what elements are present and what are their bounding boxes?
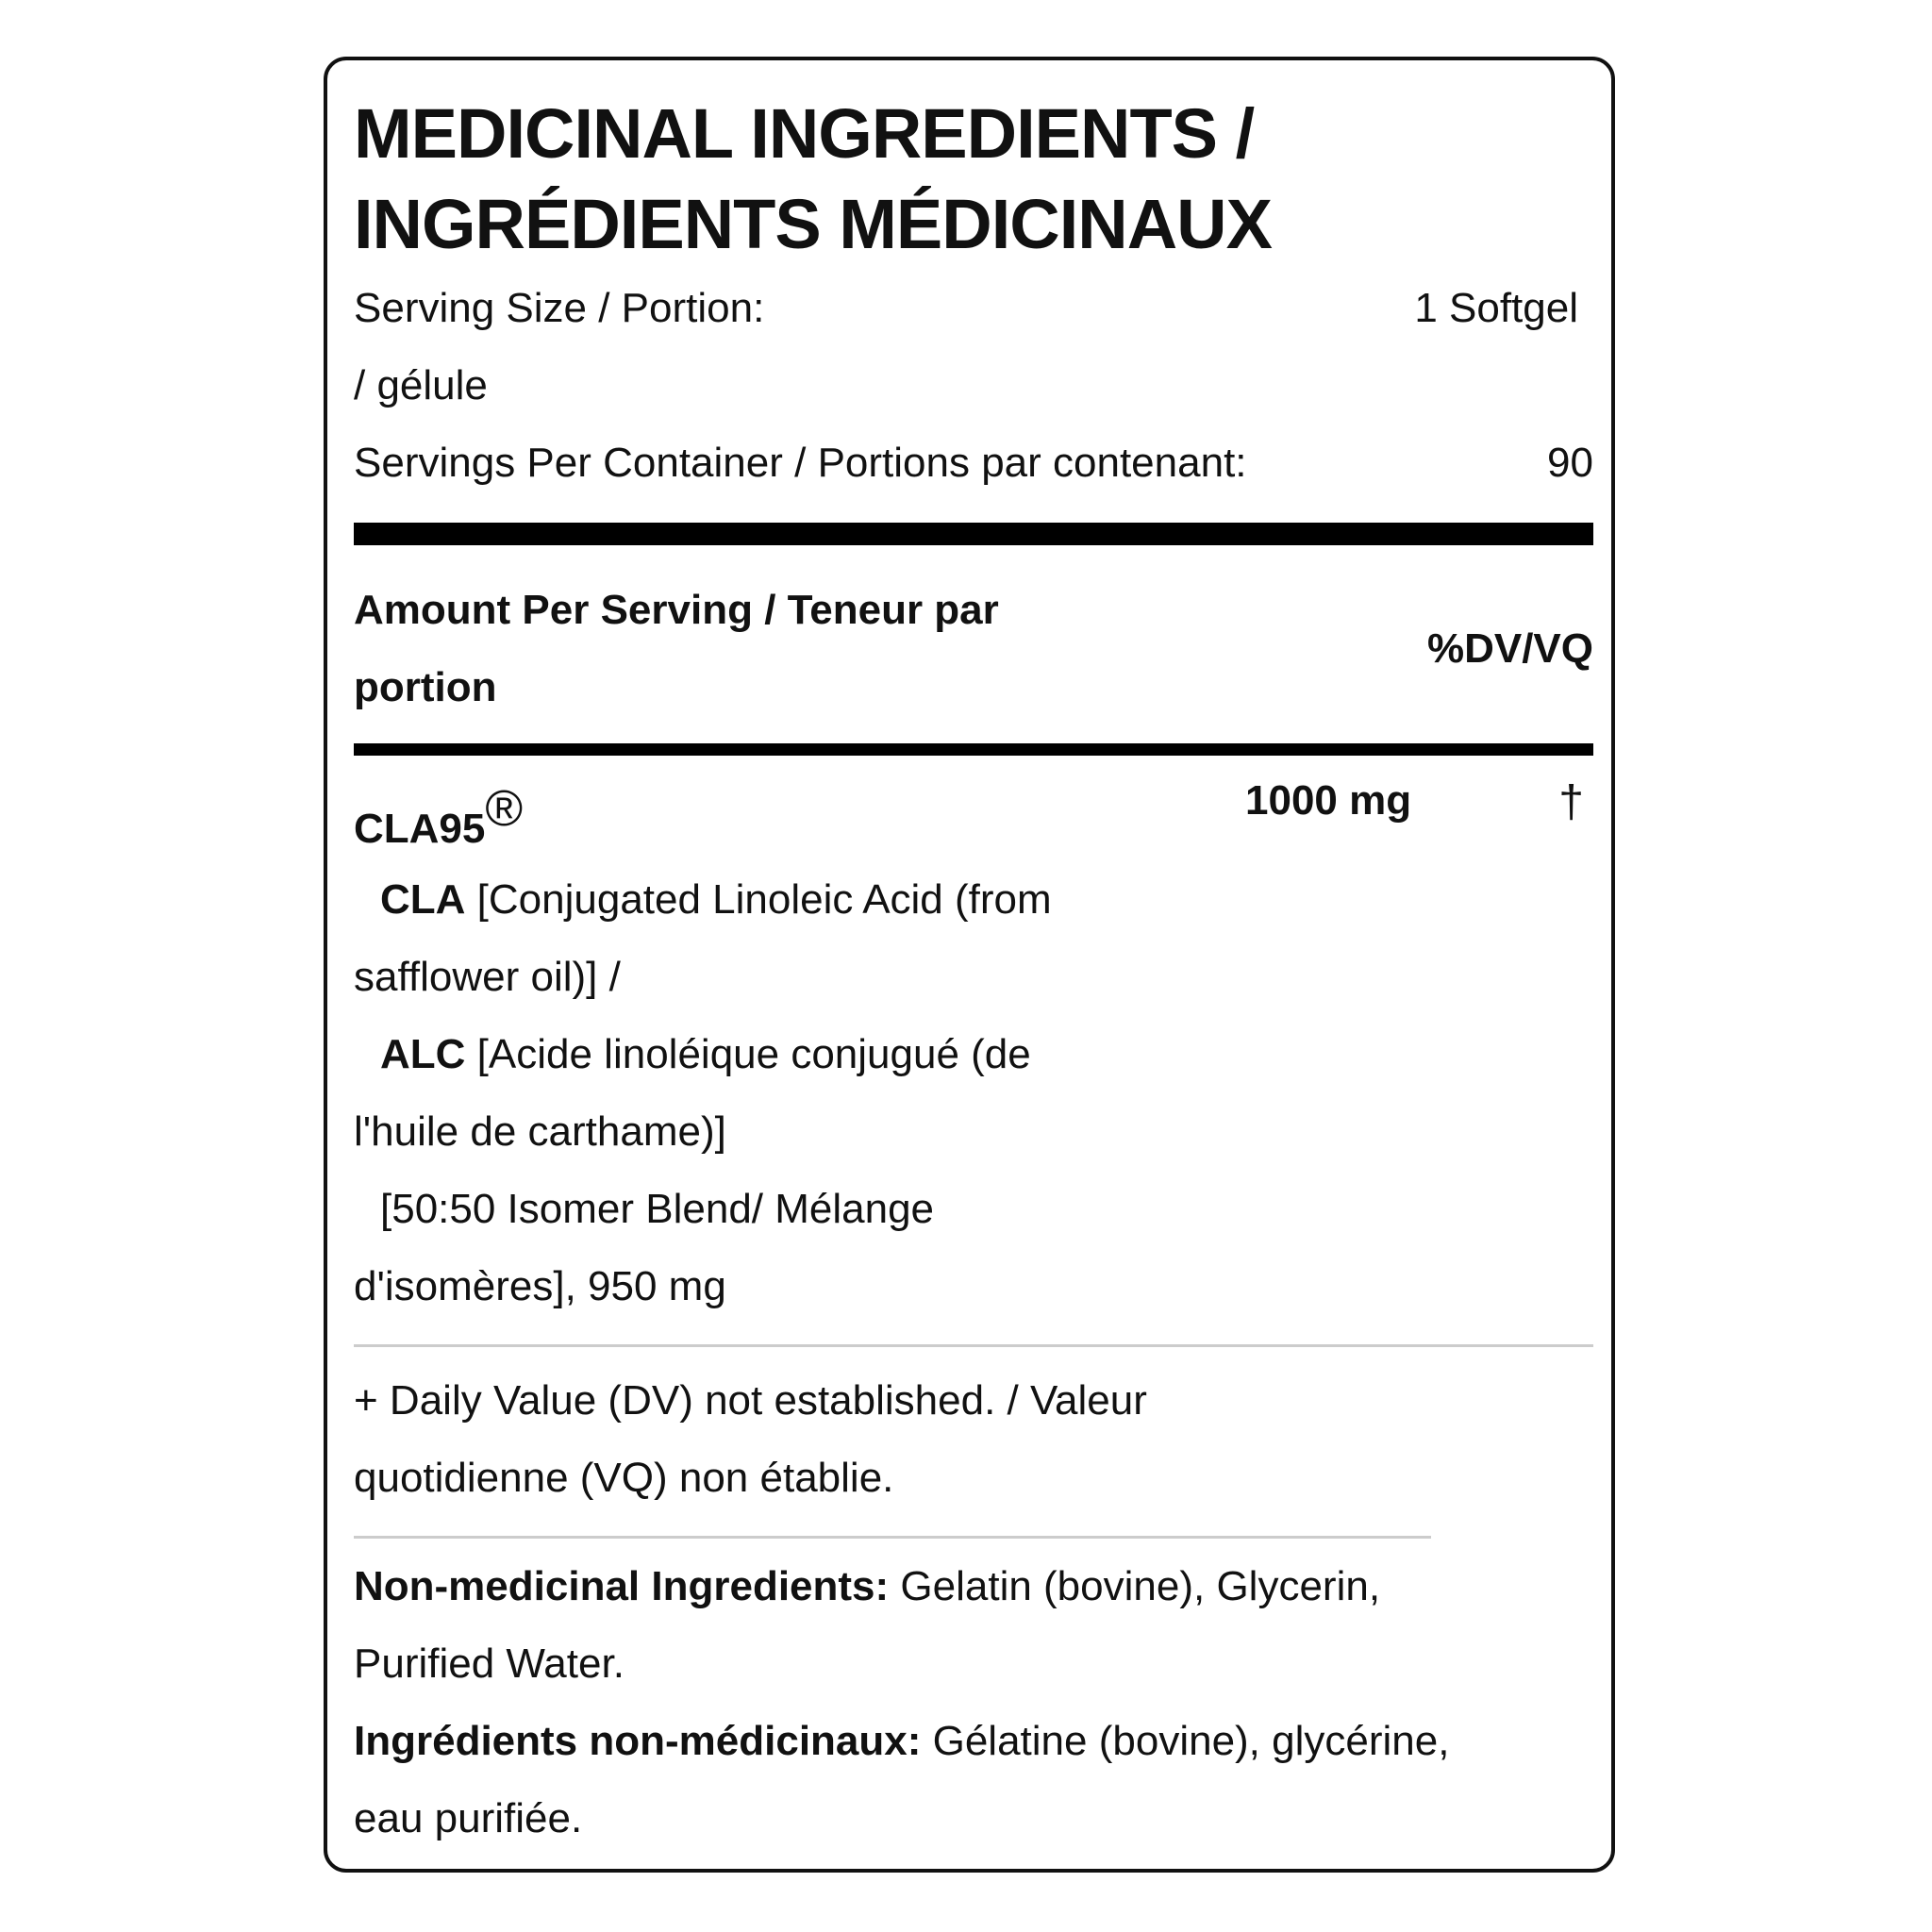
blend-line2: d'isomères], 950 mg: [354, 1263, 726, 1309]
non-med-fr-value1: Gélatine (bovine), glycérine,: [921, 1718, 1450, 1764]
serving-size-suffix-row: [354, 347, 1593, 425]
non-med-en-line1: [354, 1548, 1593, 1625]
registered-mark: ®: [485, 780, 524, 837]
non-med-en-value1: Gelatin (bovine), Glycerin,: [889, 1563, 1381, 1609]
serving-size-row: [354, 270, 1593, 347]
alc-abbrev: ALC: [380, 1031, 466, 1077]
ingredient-row-cla95: [354, 773, 1593, 852]
amount-per-serving-label: [354, 572, 1108, 726]
dv-note-line1: + Daily Value (DV) not established. / Valeur: [354, 1377, 1147, 1424]
panel-content: [354, 89, 1593, 1857]
amount-label-line2: portion: [354, 664, 497, 710]
serving-size-label: Serving Size / Portion:: [354, 285, 765, 331]
ingredient-name-text: CLA95: [354, 806, 486, 852]
cla-desc-text1: [Conjugated Linoleic Acid (from: [465, 876, 1052, 923]
thick-divider: [354, 523, 1593, 545]
amount-per-serving-header: [354, 572, 1593, 726]
non-medicinal-ingredients: [354, 1548, 1593, 1857]
dv-note-line2: quotidienne (VQ) non établie.: [354, 1455, 894, 1501]
alc-desc-text1: [Acide linoléique conjugué (de: [465, 1031, 1031, 1077]
ingredient-name: [354, 780, 524, 858]
supplement-facts-panel: [324, 57, 1615, 1873]
dv-column-label: %DV/VQ: [1426, 625, 1593, 672]
servings-per-container-value: 90: [1547, 440, 1593, 486]
title-line-english: MEDICINAL INGREDIENTS /: [354, 94, 1255, 173]
ingredient-description: [354, 861, 1203, 1325]
non-med-fr-line1: [354, 1703, 1593, 1780]
title-line-french: INGRÉDIENTS MÉDICINAUX: [354, 185, 1272, 263]
ingredient-dv-dagger: †: [1558, 777, 1584, 827]
non-med-fr-label: Ingrédients non-médicinaux:: [354, 1718, 922, 1764]
non-med-en-label: Non-medicinal Ingredients:: [354, 1563, 890, 1609]
serving-size-suffix: / gélule: [354, 362, 488, 408]
servings-per-container-row: [354, 425, 1593, 502]
cla-abbrev: CLA: [380, 876, 466, 923]
serving-size-value: 1 Softgel: [1414, 285, 1578, 331]
thin-divider: [354, 1344, 1593, 1347]
medium-divider: [354, 743, 1593, 756]
non-med-fr-line2: eau purifiée.: [354, 1795, 583, 1841]
alc-desc-line1: [354, 1016, 1203, 1093]
servings-per-container-label: Servings Per Container / Portions par contenant:: [354, 440, 1247, 486]
cla-desc-line2: safflower oil)] /: [354, 954, 621, 1000]
thin-divider-short: [354, 1536, 1431, 1539]
alc-desc-line2: l'huile de carthame)]: [354, 1108, 726, 1155]
non-med-en-line2: Purified Water.: [354, 1641, 625, 1687]
cla-desc-line1: [354, 861, 1203, 939]
amount-label-line1: Amount Per Serving / Teneur par: [354, 587, 999, 633]
ingredient-amount: 1000 mg: [1245, 777, 1412, 824]
blend-line1: [50:50 Isomer Blend/ Mélange: [380, 1186, 935, 1232]
panel-title: [354, 89, 1593, 270]
daily-value-note: [354, 1362, 1297, 1517]
